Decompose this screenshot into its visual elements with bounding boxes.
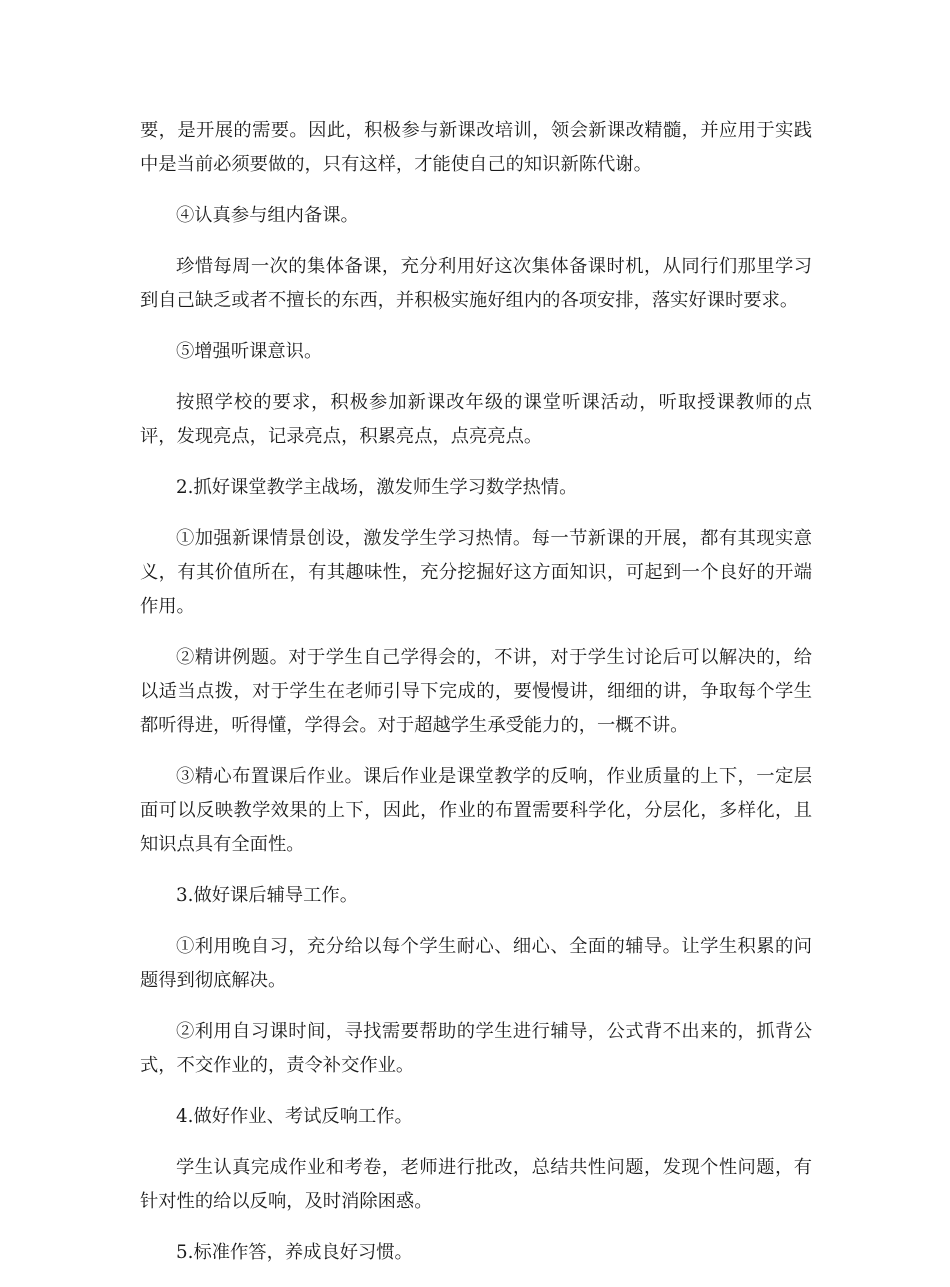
section-heading-habits: 5.标准作答，养成良好习惯。 — [176, 1242, 413, 1263]
paragraph-observation: 按照学校的要求，积极参加新课改年级的课堂听课活动，听取授课教师的点评，发现亮点，记录亮点，积累亮点，点亮亮点。 — [140, 392, 812, 447]
document-body — [140, 114, 812, 1287]
paragraph-homework: ③精心布置课后作业。课后作业是课堂教学的反响，作业质量的上下，一定层面可以反映教学效果的上下，因此，作业的布置需要科学化，分层化，多样化，且知识点具有全面性。 — [140, 766, 812, 855]
paragraph-examples: ②精讲例题。对于学生自己学得会的，不讲，对于学生讨论后可以解决的，给以适当点拨，对于学生在老师引导下完成的，要慢慢讲，细细的讲，争取每个学生都听得进，听得懂，学得会。对于超越学生承受能力的，一概不讲。 — [140, 647, 812, 736]
paragraph-feedback: 学生认真完成作业和考卷，老师进行批改，总结共性问题，发现个性问题，有针对性的给以反响，及时消除困惑。 — [140, 1157, 812, 1212]
subheading-group-prep: ④认真参与组内备课。 — [176, 205, 359, 226]
paragraph-self-study: ②利用自习课时间，寻找需要帮助的学生进行辅导，公式背不出来的，抓背公式，不交作业的，责令补交作业。 — [140, 1021, 812, 1076]
section-heading-feedback: 4.做好作业、考试反响工作。 — [176, 1106, 413, 1127]
subheading-observation: ⑤增强听课意识。 — [176, 341, 323, 362]
paragraph-continuation: 要，是开展的需要。因此，积极参与新课改培训，领会新课改精髓，并应用于实践中是当前必须要做的，只有这样，才能使自己的知识新陈代谢。 — [140, 120, 812, 175]
section-heading-tutoring: 3.做好课后辅导工作。 — [176, 885, 358, 906]
paragraph-group-prep: 珍惜每周一次的集体备课，充分利用好这次集体备课时机，从同行们那里学习到自己缺乏或者不擅长的东西，并积极实施好组内的各项安排，落实好课时要求。 — [140, 256, 812, 311]
paragraph-evening-study: ①利用晚自习，充分给以每个学生耐心、细心、全面的辅导。让学生积累的问题得到彻底解决。 — [140, 936, 812, 991]
paragraph-scenario: ①加强新课情景创设，激发学生学习热情。每一节新课的开展，都有其现实意义，有其价值所在，有其趣味性，充分挖掘好这方面知识，可起到一个良好的开端作用。 — [140, 528, 812, 617]
section-heading-classroom: 2.抓好课堂教学主战场，激发师生学习数学热情。 — [176, 477, 578, 498]
